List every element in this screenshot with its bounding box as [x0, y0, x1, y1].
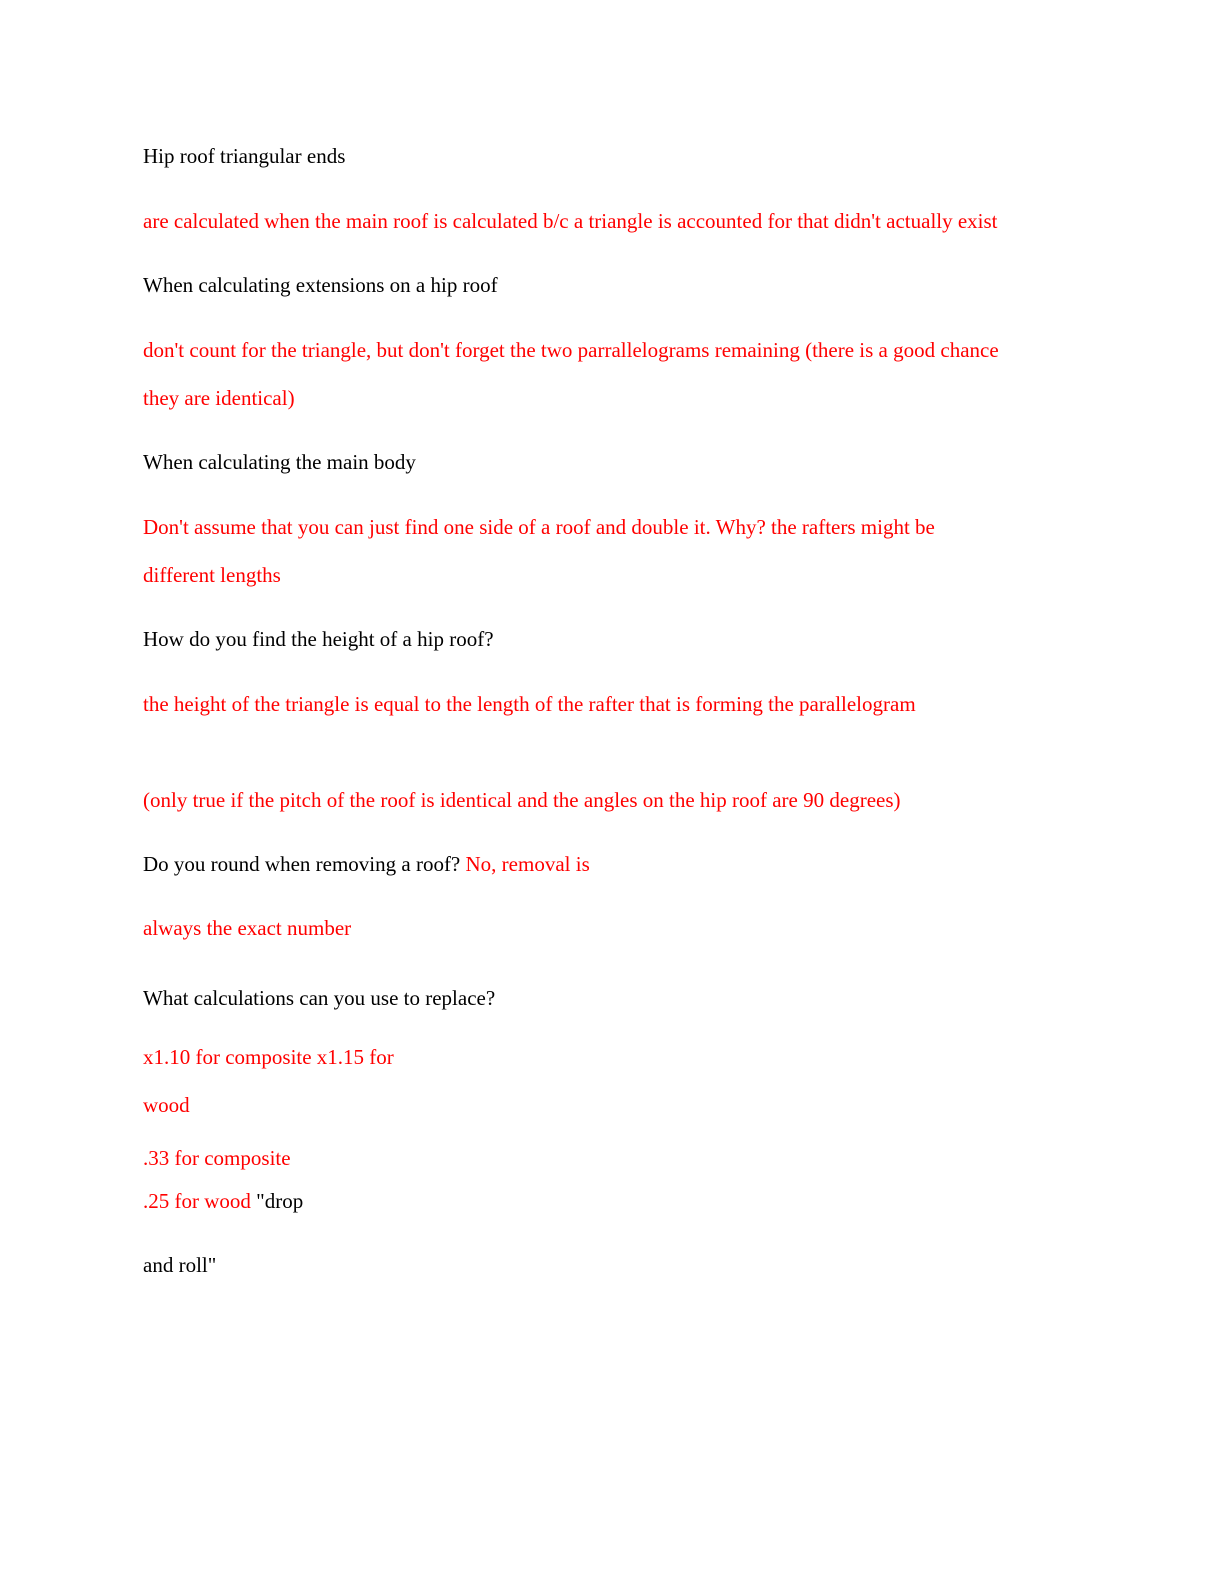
answer-replace-multipliers: x1.10 for composite x1.15 for — [143, 1045, 394, 1069]
answer-hip-roof-ends: are calculated when the main roof is calculated b/c a triangle is accounted for that didn't actually exist — [143, 209, 998, 233]
answer-rounding-end: always the exact number — [143, 916, 352, 940]
answer-hip-roof-height-note: (only true if the pitch of the roof is identical and the angles on the hip roof are 90 degrees) — [143, 788, 901, 812]
answer-rounding-start: No, removal is — [465, 852, 590, 876]
question-rounding-row — [143, 851, 590, 877]
question-hip-roof-ends: Hip roof triangular ends — [143, 144, 346, 168]
answer-hip-roof-height: the height of the triangle is equal to the length of the rafter that is forming the parallelogram — [143, 692, 916, 716]
answer-composite-factor: .33 for composite — [143, 1146, 291, 1170]
question-rounding: Do you round when removing a roof? — [143, 852, 461, 876]
question-main-body: When calculating the main body — [143, 450, 416, 474]
drop-and-roll-start: "drop — [256, 1189, 304, 1213]
question-extensions: When calculating extensions on a hip roof — [143, 273, 498, 297]
answer-replace-wood: wood — [143, 1093, 190, 1117]
answer-extensions-line-1: don't count for the triangle, but don't forget the two parrallelograms remaining (there is a good chance — [143, 338, 999, 362]
answer-wood-factor: .25 for wood — [143, 1189, 251, 1213]
wood-factor-row — [143, 1188, 303, 1214]
drop-and-roll-end: and roll" — [143, 1253, 217, 1277]
answer-main-body-line-1: Don't assume that you can just find one side of a roof and double it. Why? the rafters might be — [143, 515, 935, 539]
question-hip-roof-height: How do you find the height of a hip roof? — [143, 627, 494, 651]
answer-extensions-line-2: they are identical) — [143, 386, 295, 410]
question-replace-calculations: What calculations can you use to replace? — [143, 986, 496, 1010]
answer-main-body-line-2: different lengths — [143, 563, 281, 587]
